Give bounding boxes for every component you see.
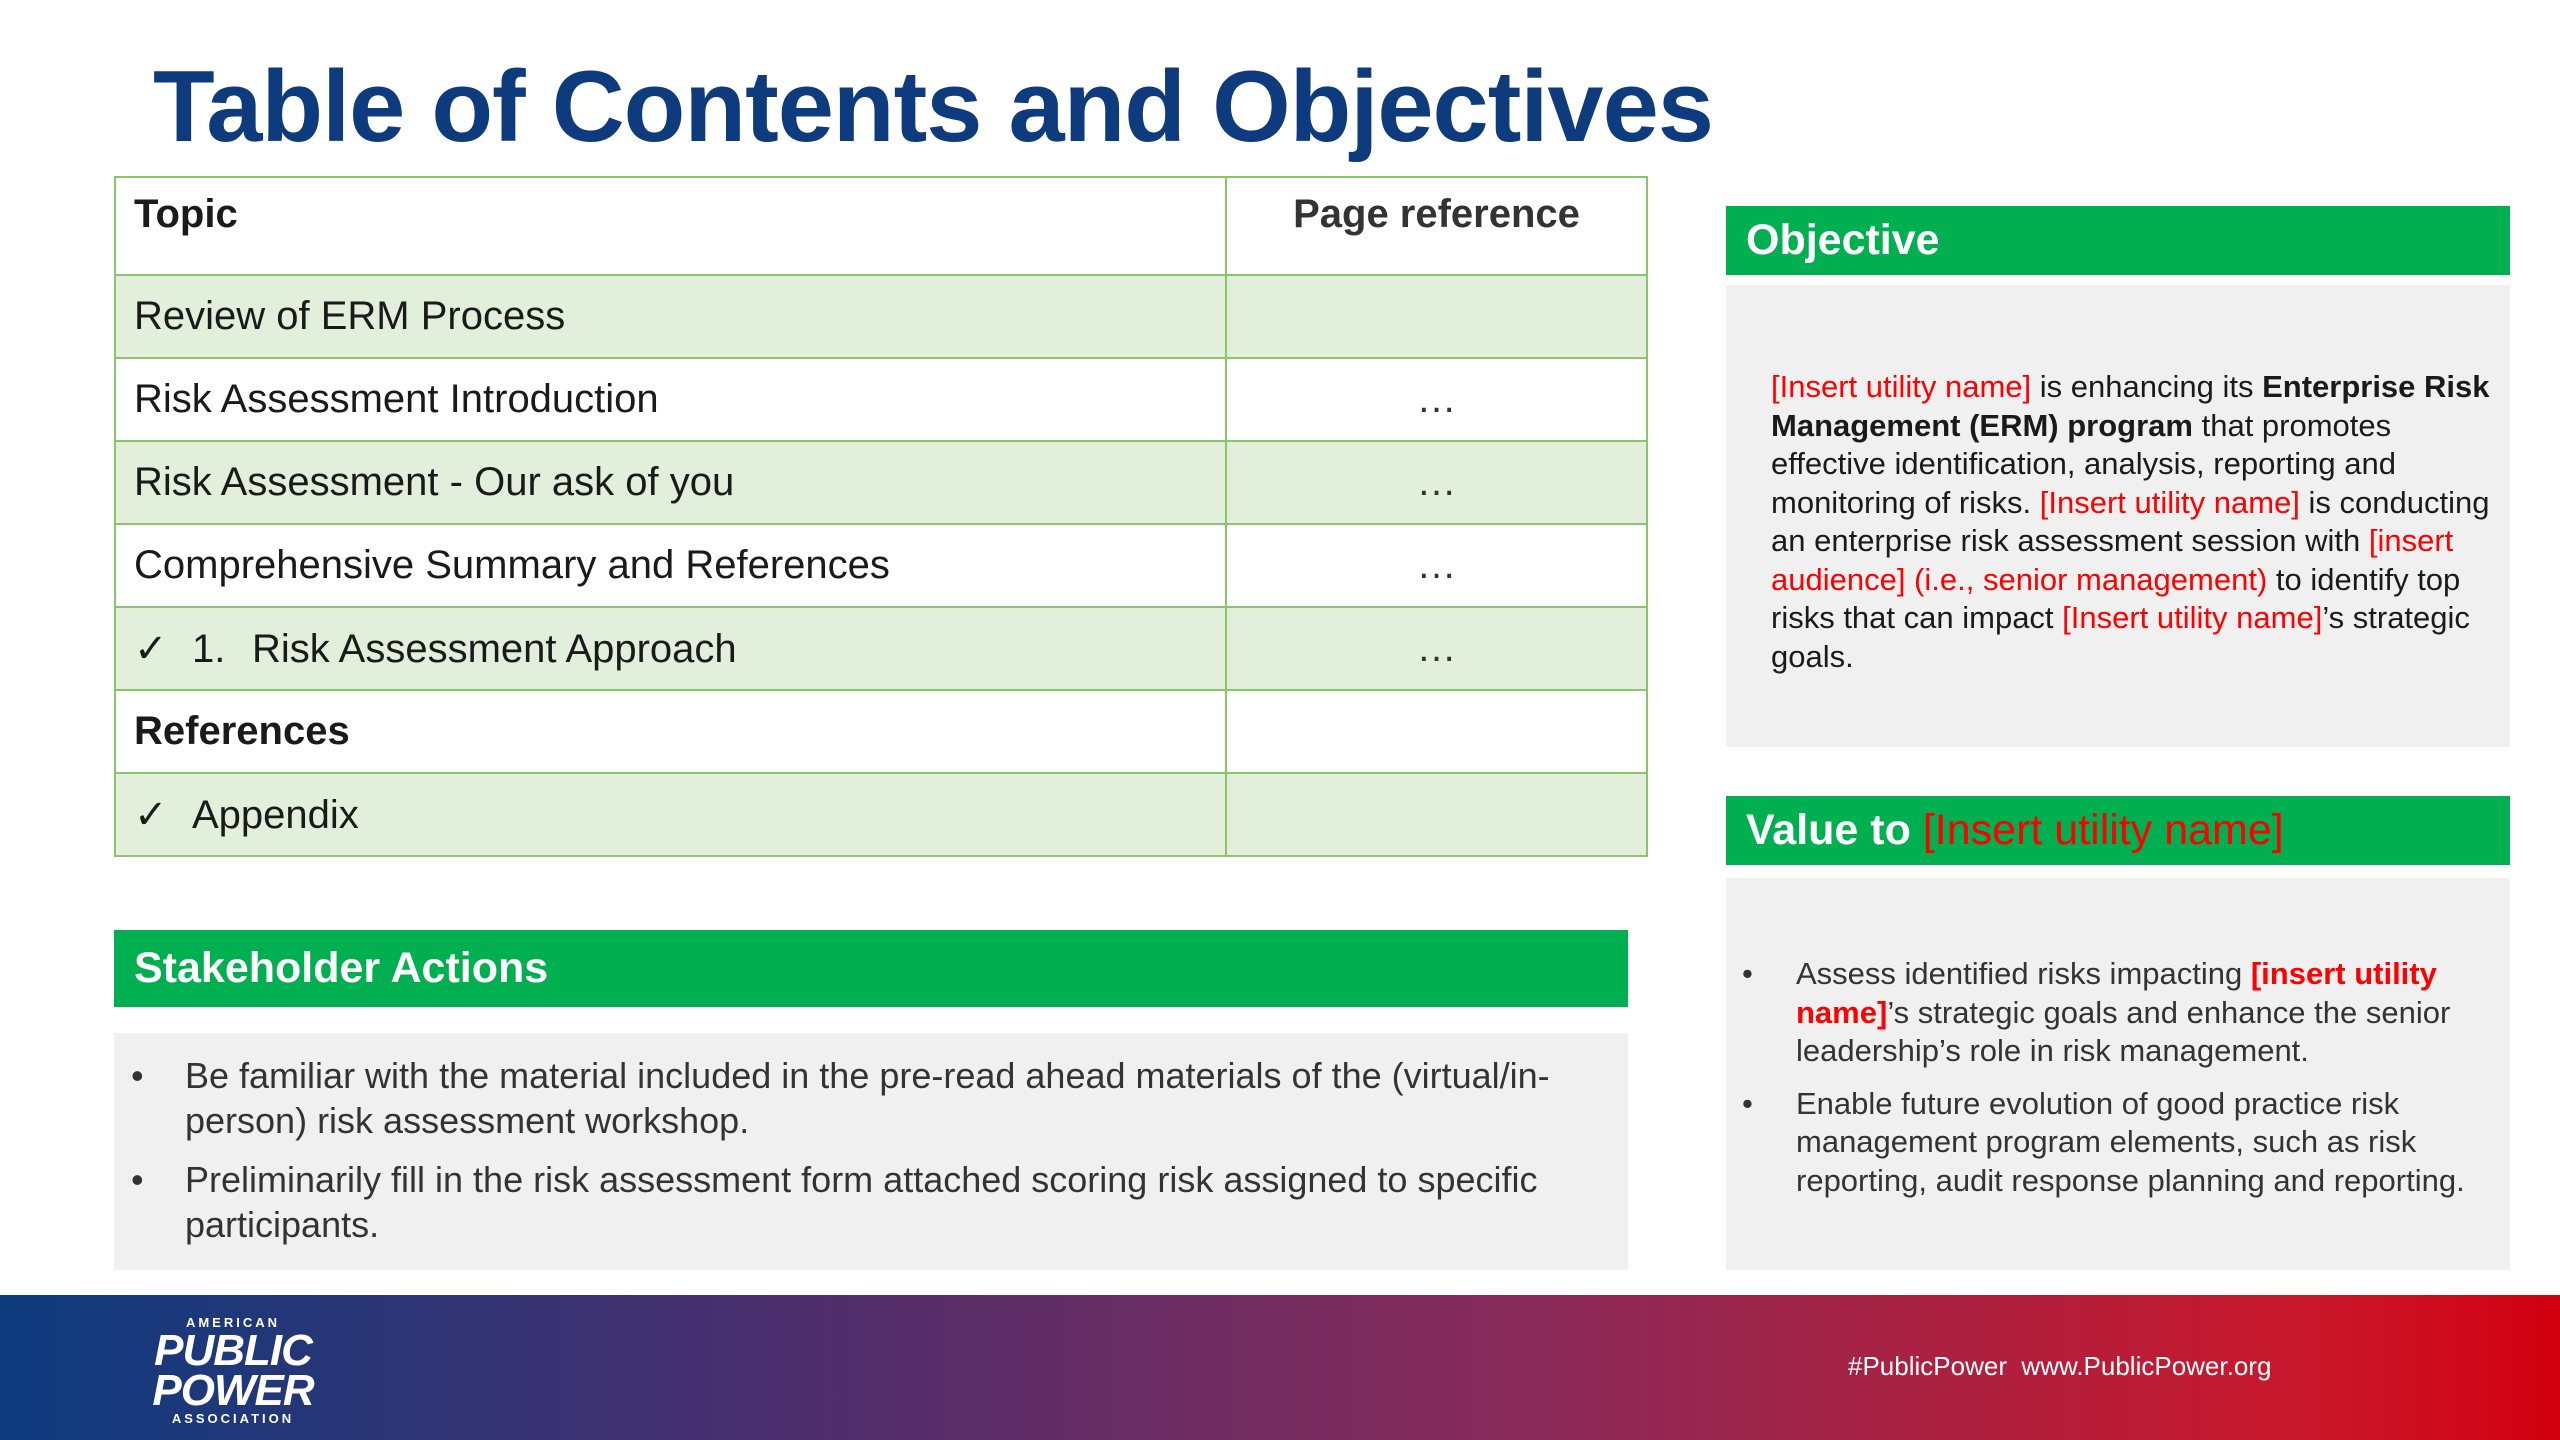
placeholder-utility-name: [Insert utility name]: [2062, 600, 2323, 635]
placeholder-utility-name: [Insert utility name]: [1771, 369, 2032, 404]
toc-header-topic: Topic: [115, 177, 1226, 275]
toc-topic: Risk Assessment - Our ask of you: [115, 441, 1226, 524]
list-item: • Enable future evolution of good practice risk management program elements, such as risk reporting, audit response planning and reporting.: [1796, 1085, 2496, 1201]
toc-row: [115, 607, 1647, 690]
erm-program-label: Enterprise Risk Management (ERM) program: [1771, 369, 2490, 443]
toc-page: [1226, 275, 1647, 358]
toc-topic: Review of ERM Process: [115, 275, 1226, 358]
value-item-text: Assess identified risks impacting: [1796, 956, 2251, 991]
list-item: • Be familiar with the material included in the pre-read ahead materials of the (virtual/in-person) risk assessment workshop.: [185, 1053, 1605, 1143]
toc-header-page: Page reference: [1226, 177, 1647, 275]
toc-topic-cell: [115, 773, 1226, 856]
list-item: [1796, 955, 2496, 1071]
toc-row: [115, 441, 1647, 524]
toc-topic-cell: [115, 607, 1226, 690]
logo-top-text: AMERICAN: [185, 1315, 281, 1330]
toc-topic: Risk Assessment Approach: [252, 626, 737, 671]
logo-line2: POWER: [152, 1366, 314, 1415]
objective-text-part: ’s strategic goals.: [1771, 600, 2470, 674]
value-list: [1796, 955, 2496, 1214]
toc-row: [115, 358, 1647, 441]
toc-topic: References: [115, 690, 1226, 773]
value-heading-prefix: Value to: [1746, 806, 1923, 854]
toc-page: …: [1226, 441, 1647, 524]
placeholder-audience: [insert audience] (i.e., senior management): [1771, 523, 2454, 597]
placeholder-utility-name: [Insert utility name]: [1922, 806, 2284, 854]
toc-table: [114, 176, 1648, 857]
objective-text-part: is conducting an enterprise risk assessment session with: [1771, 484, 2490, 558]
toc-number: 1.: [192, 626, 226, 671]
toc-page: …: [1226, 607, 1647, 690]
toc-header-row: [115, 177, 1647, 275]
toc-topic: Appendix: [192, 792, 359, 837]
toc-page: [1226, 773, 1647, 856]
checkmark-icon: ✓: [134, 626, 168, 671]
toc-row: [115, 275, 1647, 358]
placeholder-utility-name: [insert utility name]: [1796, 956, 2437, 1030]
toc-page: …: [1226, 358, 1647, 441]
toc-topic: Risk Assessment Introduction: [115, 358, 1226, 441]
stakeholder-actions-heading: Stakeholder Actions: [114, 930, 1628, 1007]
toc-row: [115, 524, 1647, 607]
objective-text-part: to identify top risks that can impact: [1771, 561, 2461, 635]
app-logo: [148, 1315, 318, 1427]
toc-page: [1226, 690, 1647, 773]
footer-links: #PublicPower www.PublicPower.org: [1848, 1351, 2272, 1381]
objective-text-part: is enhancing its: [2031, 369, 2263, 404]
page-title: Table of Contents and Objectives: [153, 51, 1713, 163]
toc-row: [115, 690, 1647, 773]
placeholder-utility-name: [Insert utility name]: [2039, 484, 2300, 520]
objective-heading: Objective: [1726, 206, 2510, 275]
logo-bottom-text: ASSOCIATION: [171, 1411, 295, 1426]
toc-page: …: [1226, 524, 1647, 607]
value-item-text: ’s strategic goals and enhance the senior leadership’s role in risk management.: [1796, 994, 2451, 1068]
toc-topic: Comprehensive Summary and References: [115, 524, 1226, 607]
value-heading: [1726, 796, 2510, 865]
logo-line1: PUBLIC: [154, 1326, 312, 1375]
stakeholder-actions-list: [185, 1053, 1605, 1261]
footer-bar: [0, 1295, 2560, 1440]
toc-row: [115, 773, 1647, 856]
checkmark-icon: ✓: [134, 792, 168, 837]
objective-text-part: that promotes effective identification, analysis, reporting and monitoring of risks.: [1771, 407, 2396, 520]
objective-text: [1771, 368, 2501, 676]
list-item: • Preliminarily fill in the risk assessment form attached scoring risk assigned to specific participants.: [185, 1157, 1605, 1247]
